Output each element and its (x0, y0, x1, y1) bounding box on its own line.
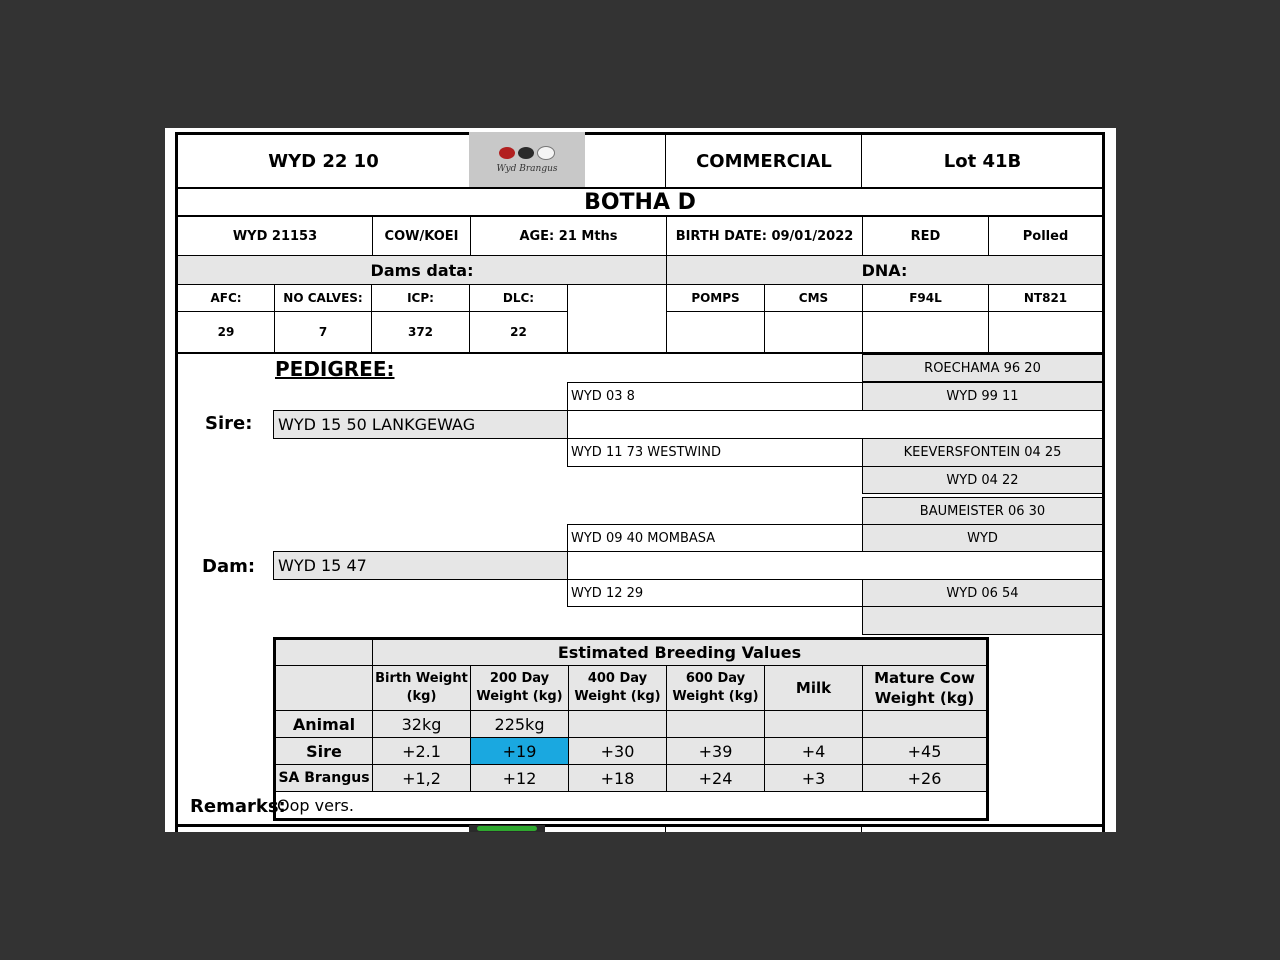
ebv-cell-highlighted: +19 (470, 737, 569, 765)
ss-dam: WYD 99 11 (862, 382, 1103, 411)
remarks-label: Remarks: (190, 796, 286, 817)
ebv-col-400-day: 400 Day Weight (kg) (568, 665, 667, 711)
sd-sire: KEEVERSFONTEIN 04 25 (862, 438, 1103, 467)
ebv-cell: 32kg (372, 710, 471, 738)
lot-number: Lot 41B (943, 150, 1022, 172)
ebv-cell: 225kg (470, 710, 569, 738)
animal-name: BOTHA D (584, 189, 696, 215)
sex: COW/KOEI (372, 216, 471, 256)
category: COMMERCIAL (696, 150, 832, 172)
ebv-cell: +3 (764, 764, 863, 792)
lot-sheet (165, 128, 1116, 832)
remarks-text: Oop vers. (277, 795, 354, 815)
dam-spacer (567, 551, 1103, 580)
ebv-row-label-animal: Animal (275, 710, 373, 738)
age: AGE: 21 Mths (470, 216, 667, 256)
ds-dam: WYD (862, 524, 1103, 552)
no-calves-label: NO CALVES: (274, 284, 372, 312)
dd-dam (862, 606, 1103, 635)
afc-label: AFC: (177, 284, 275, 312)
ebv-cell (862, 710, 987, 738)
ebv-corner (275, 639, 373, 666)
f94l-value (862, 311, 989, 353)
ebv-cell: +39 (666, 737, 765, 765)
ebv-corner-2 (275, 665, 373, 711)
next-sheet-logo (469, 825, 545, 832)
ebv-cell: +24 (666, 764, 765, 792)
nt821-label: NT821 (988, 284, 1103, 312)
dlc-label: DLC: (469, 284, 568, 312)
pomps-label: POMPS (666, 284, 765, 312)
brand-logo (469, 132, 585, 187)
ebv-title: Estimated Breeding Values (372, 639, 987, 666)
dam-label: Dam: (202, 556, 256, 577)
logo-mark-black (518, 147, 534, 159)
next-sheet-top-border (177, 824, 1103, 827)
ebv-cell: +45 (862, 737, 987, 765)
icp-value: 372 (371, 311, 470, 353)
pedigree-title: PEDIGREE: (275, 357, 395, 381)
ebv-col-birth-weight: Birth Weight (kg) (372, 665, 471, 711)
dam-dam: WYD 12 29 (567, 579, 863, 607)
dna-heading: DNA: (666, 255, 1103, 285)
dam-sire: WYD 09 40 MOMBASA (567, 524, 863, 552)
ebv-row-label-sa-brangus: SA Brangus (275, 764, 373, 792)
f94l-label: F94L (862, 284, 989, 312)
ebv-cell: +26 (862, 764, 987, 792)
ebv-col-mature-cow: Mature Cow Weight (kg) (862, 665, 987, 711)
birth-date: BIRTH DATE: 09/01/2022 (666, 216, 863, 256)
cms-value (764, 311, 863, 353)
ebv-col-milk: Milk (764, 665, 863, 711)
ebv-cell: +1,2 (372, 764, 471, 792)
ebv-col-600-day: 600 Day Weight (kg) (666, 665, 765, 711)
sire-dam: WYD 11 73 WESTWIND (567, 438, 863, 467)
ebv-cell: +18 (568, 764, 667, 792)
ebv-cell: +30 (568, 737, 667, 765)
sire-sire: WYD 03 8 (567, 382, 863, 411)
tag-number: WYD 21153 (177, 216, 373, 256)
sire-spacer (567, 410, 1103, 439)
dd-sire: WYD 06 54 (862, 579, 1103, 607)
ebv-col-200-day: 200 Day Weight (kg) (470, 665, 569, 711)
empty-dam-cell (567, 284, 667, 353)
afc-value: 29 (177, 311, 275, 353)
logo-mark-white (537, 146, 555, 160)
cms-label: CMS (764, 284, 863, 312)
icp-label: ICP: (371, 284, 470, 312)
sire-label: Sire: (205, 413, 253, 434)
ebv-row-label-sire: Sire (275, 737, 373, 765)
ebv-cell: +12 (470, 764, 569, 792)
ds-sire: BAUMEISTER 06 30 (862, 497, 1103, 525)
dam-name: WYD 15 47 (273, 551, 568, 580)
ebv-cell (568, 710, 667, 738)
animal-id: WYD 22 10 (268, 150, 379, 172)
dams-data-heading: Dams data: (177, 255, 667, 285)
ebv-cell (666, 710, 765, 738)
sire-name: WYD 15 50 LANKGEWAG (273, 410, 568, 439)
colour: RED (862, 216, 989, 256)
logo-mark-red (499, 147, 515, 159)
ebv-cell (764, 710, 863, 738)
no-calves-value: 7 (274, 311, 372, 353)
pomps-value (666, 311, 765, 353)
nt821-value (988, 311, 1103, 353)
ss-sire: ROECHAMA 96 20 (862, 354, 1103, 382)
logo-text: Wyd Brangus (496, 163, 558, 174)
horn-status: Polled (988, 216, 1103, 256)
ebv-cell: +2.1 (372, 737, 471, 765)
dlc-value: 22 (469, 311, 568, 353)
sd-dam: WYD 04 22 (862, 466, 1103, 494)
ebv-cell: +4 (764, 737, 863, 765)
